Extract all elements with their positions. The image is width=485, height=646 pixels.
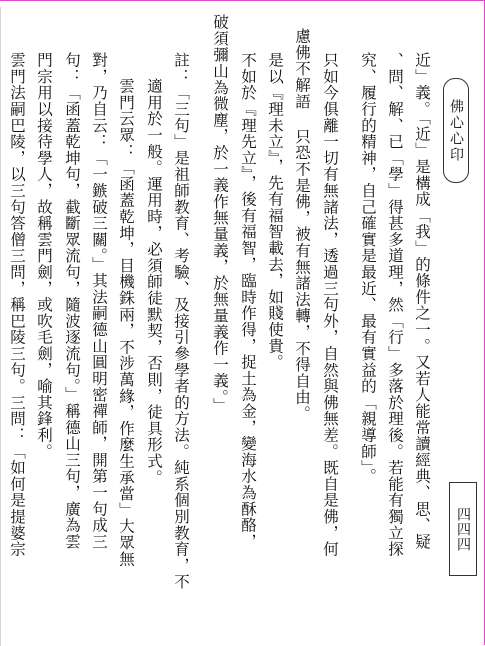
text-column-8: 破須彌山為微塵，於一義作無量義，於無量義作一義。」 [211, 14, 229, 414]
text-column-12: 對，乃自云：「一鏃破三關。」其法嗣德山圓明密禪師，開第一句成三 [90, 52, 108, 550]
page-number: 四四四 [455, 506, 471, 552]
text-column-13: 句：「函蓋乾坤句，截斷眾流句，隨波逐流句。」稱德山三句，廣為雲 [63, 52, 81, 550]
text-column-1: 近」義。「近」是構成「我」的條件之一。又若人能常讀經典、思、疑 [413, 52, 431, 550]
text-column-3: 究、履行的精神，自己確實是最近、最有實益的「親導師」。 [359, 52, 377, 485]
text-column-15: 雲門法嗣巴陵，以三句答僧三問，稱巴陵三句。三問：「如何是提婆宗 [8, 52, 26, 558]
text-column-6: 是以『理未立』，先有福智載去，如賤使貴。 [266, 52, 284, 371]
text-column-4: 只如今俱離一切有無諸法，透過三句外，自然與佛無差。既自是佛，何 [321, 52, 339, 558]
text-column-11: 雲門云眾：「函蓋乾坤，目機銖兩，不涉萬緣，作麼生承當」大眾無 [117, 78, 135, 567]
text-column-9: 註：「三句」是祖師教育、考驗、及接引參學者的方法。純系個別教育，不 [172, 52, 190, 590]
text-column-14: 門宗用以接待學人，故稱雲門劍，或吹毛劍，喻其鋒利。 [35, 52, 53, 460]
text-column-7: 不如於『理先立』，後有福智，臨時作得，捉土為金，變海水為酥酪， [239, 52, 257, 550]
text-column-5: 慮佛不解語 只恐不是佛，被有無諸法轉，不得自由。 [293, 28, 311, 422]
text-column-10: 適用於一般。運用時，必須師徒默契，否則，徒具形式。 [145, 78, 163, 486]
text-column-2: 、問、解、已「學」得甚多道理，然「行」多落於理後。若能有獨立探 [386, 52, 404, 558]
page-number-box [449, 482, 477, 576]
book-title: 佛心心印 [448, 98, 464, 163]
book-title-tab [443, 78, 469, 183]
